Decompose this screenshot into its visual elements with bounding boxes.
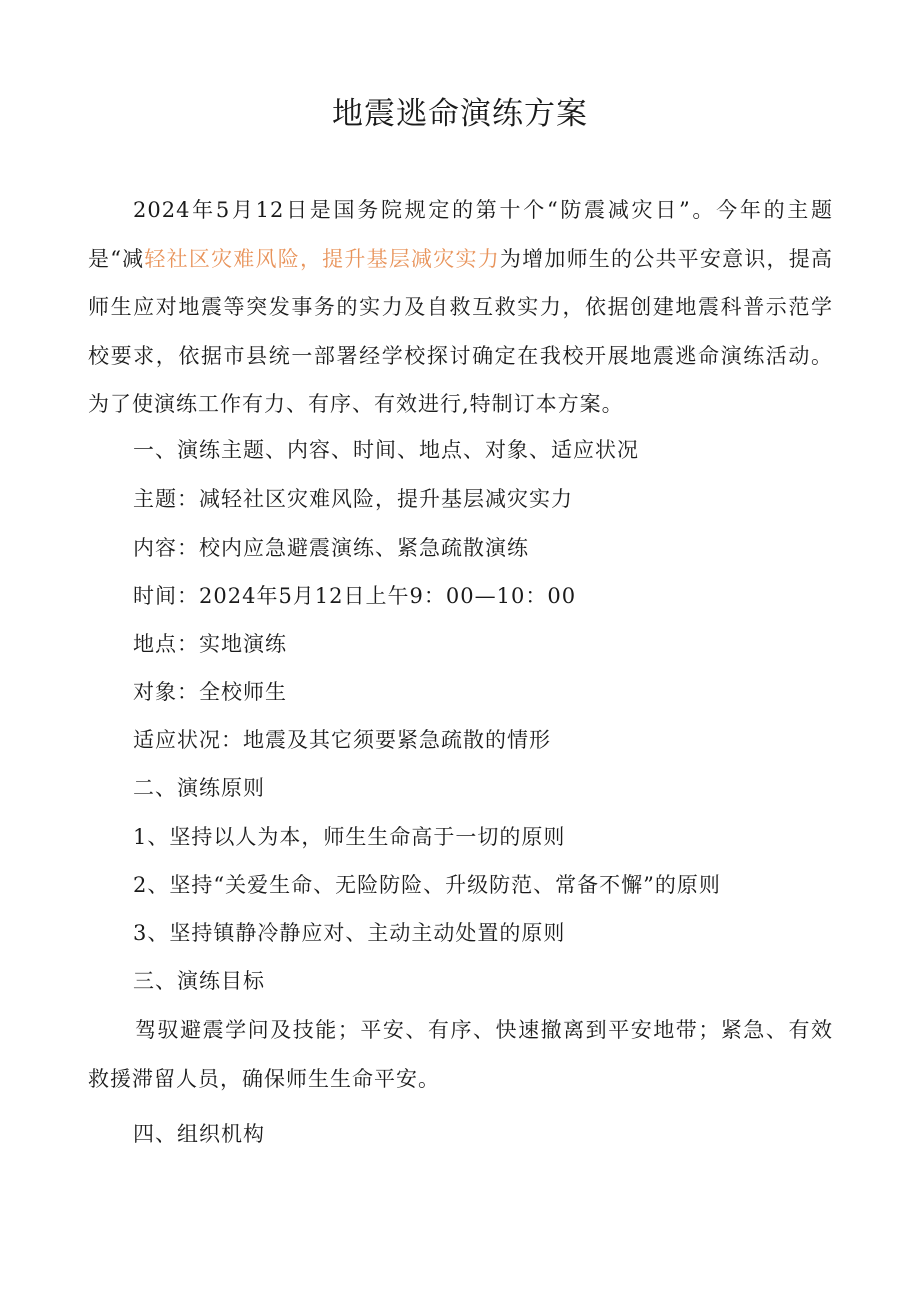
intro-paragraph xyxy=(88,186,833,429)
section1-condition: 适应状况：地震及其它须要紧急疏散的情形 xyxy=(133,728,551,752)
section1-target: 对象：全校师生 xyxy=(133,680,287,704)
section3-body: 驾驭避震学问及技能；平安、有序、快速撤离到平安地带；紧急、有效救援滞留人员，确保师生生命平安。 xyxy=(88,1018,833,1091)
section2-heading: 二、演练原则 xyxy=(133,776,265,800)
section1-time: 时间：2024年5月12日上午9：00—10：00 xyxy=(133,584,577,608)
document-title: 地震逃命演练方案 xyxy=(332,96,588,132)
intro-text-part2: 为增加师生的公共平安意识，提高师生应对地震等突发事务的实力及自救互救实力，依据创建地震科普示范学校要求，依据市县统一部署经学校探讨确定在我校开展地震逃命演练活动。为了使演练工作有力、有序、有效进行,特制订本方案。 xyxy=(88,246,833,416)
section2-principle-1: 1、坚持以人为本，师生生命高于一切的原则 xyxy=(133,825,566,849)
section2-principle-3: 3、坚持镇静冷静应对、主动主动处置的原则 xyxy=(133,921,566,945)
section1-heading: 一、演练主题、内容、时间、地点、对象、适应状况 xyxy=(133,438,639,462)
section2-principle-2: 2、坚持“关爱生命、无险防险、升级防范、常备不懈”的原则 xyxy=(133,873,721,897)
section1-theme: 主题：减轻社区灾难风险，提升基层减灾实力 xyxy=(133,487,573,511)
intro-text-part1: 2024年5月12日是国务院规定的第十个“防震减灾日”。今年的主题是“减 xyxy=(88,198,833,271)
section1-place: 地点：实地演练 xyxy=(133,632,287,656)
section1-content: 内容：校内应急避震演练、紧急疏散演练 xyxy=(133,536,529,560)
section3-heading: 三、演练目标 xyxy=(133,969,265,993)
section4-heading: 四、组织机构 xyxy=(133,1122,265,1146)
intro-highlight-theme: 轻社区灾难风险，提升基层减灾实力 xyxy=(144,246,500,271)
